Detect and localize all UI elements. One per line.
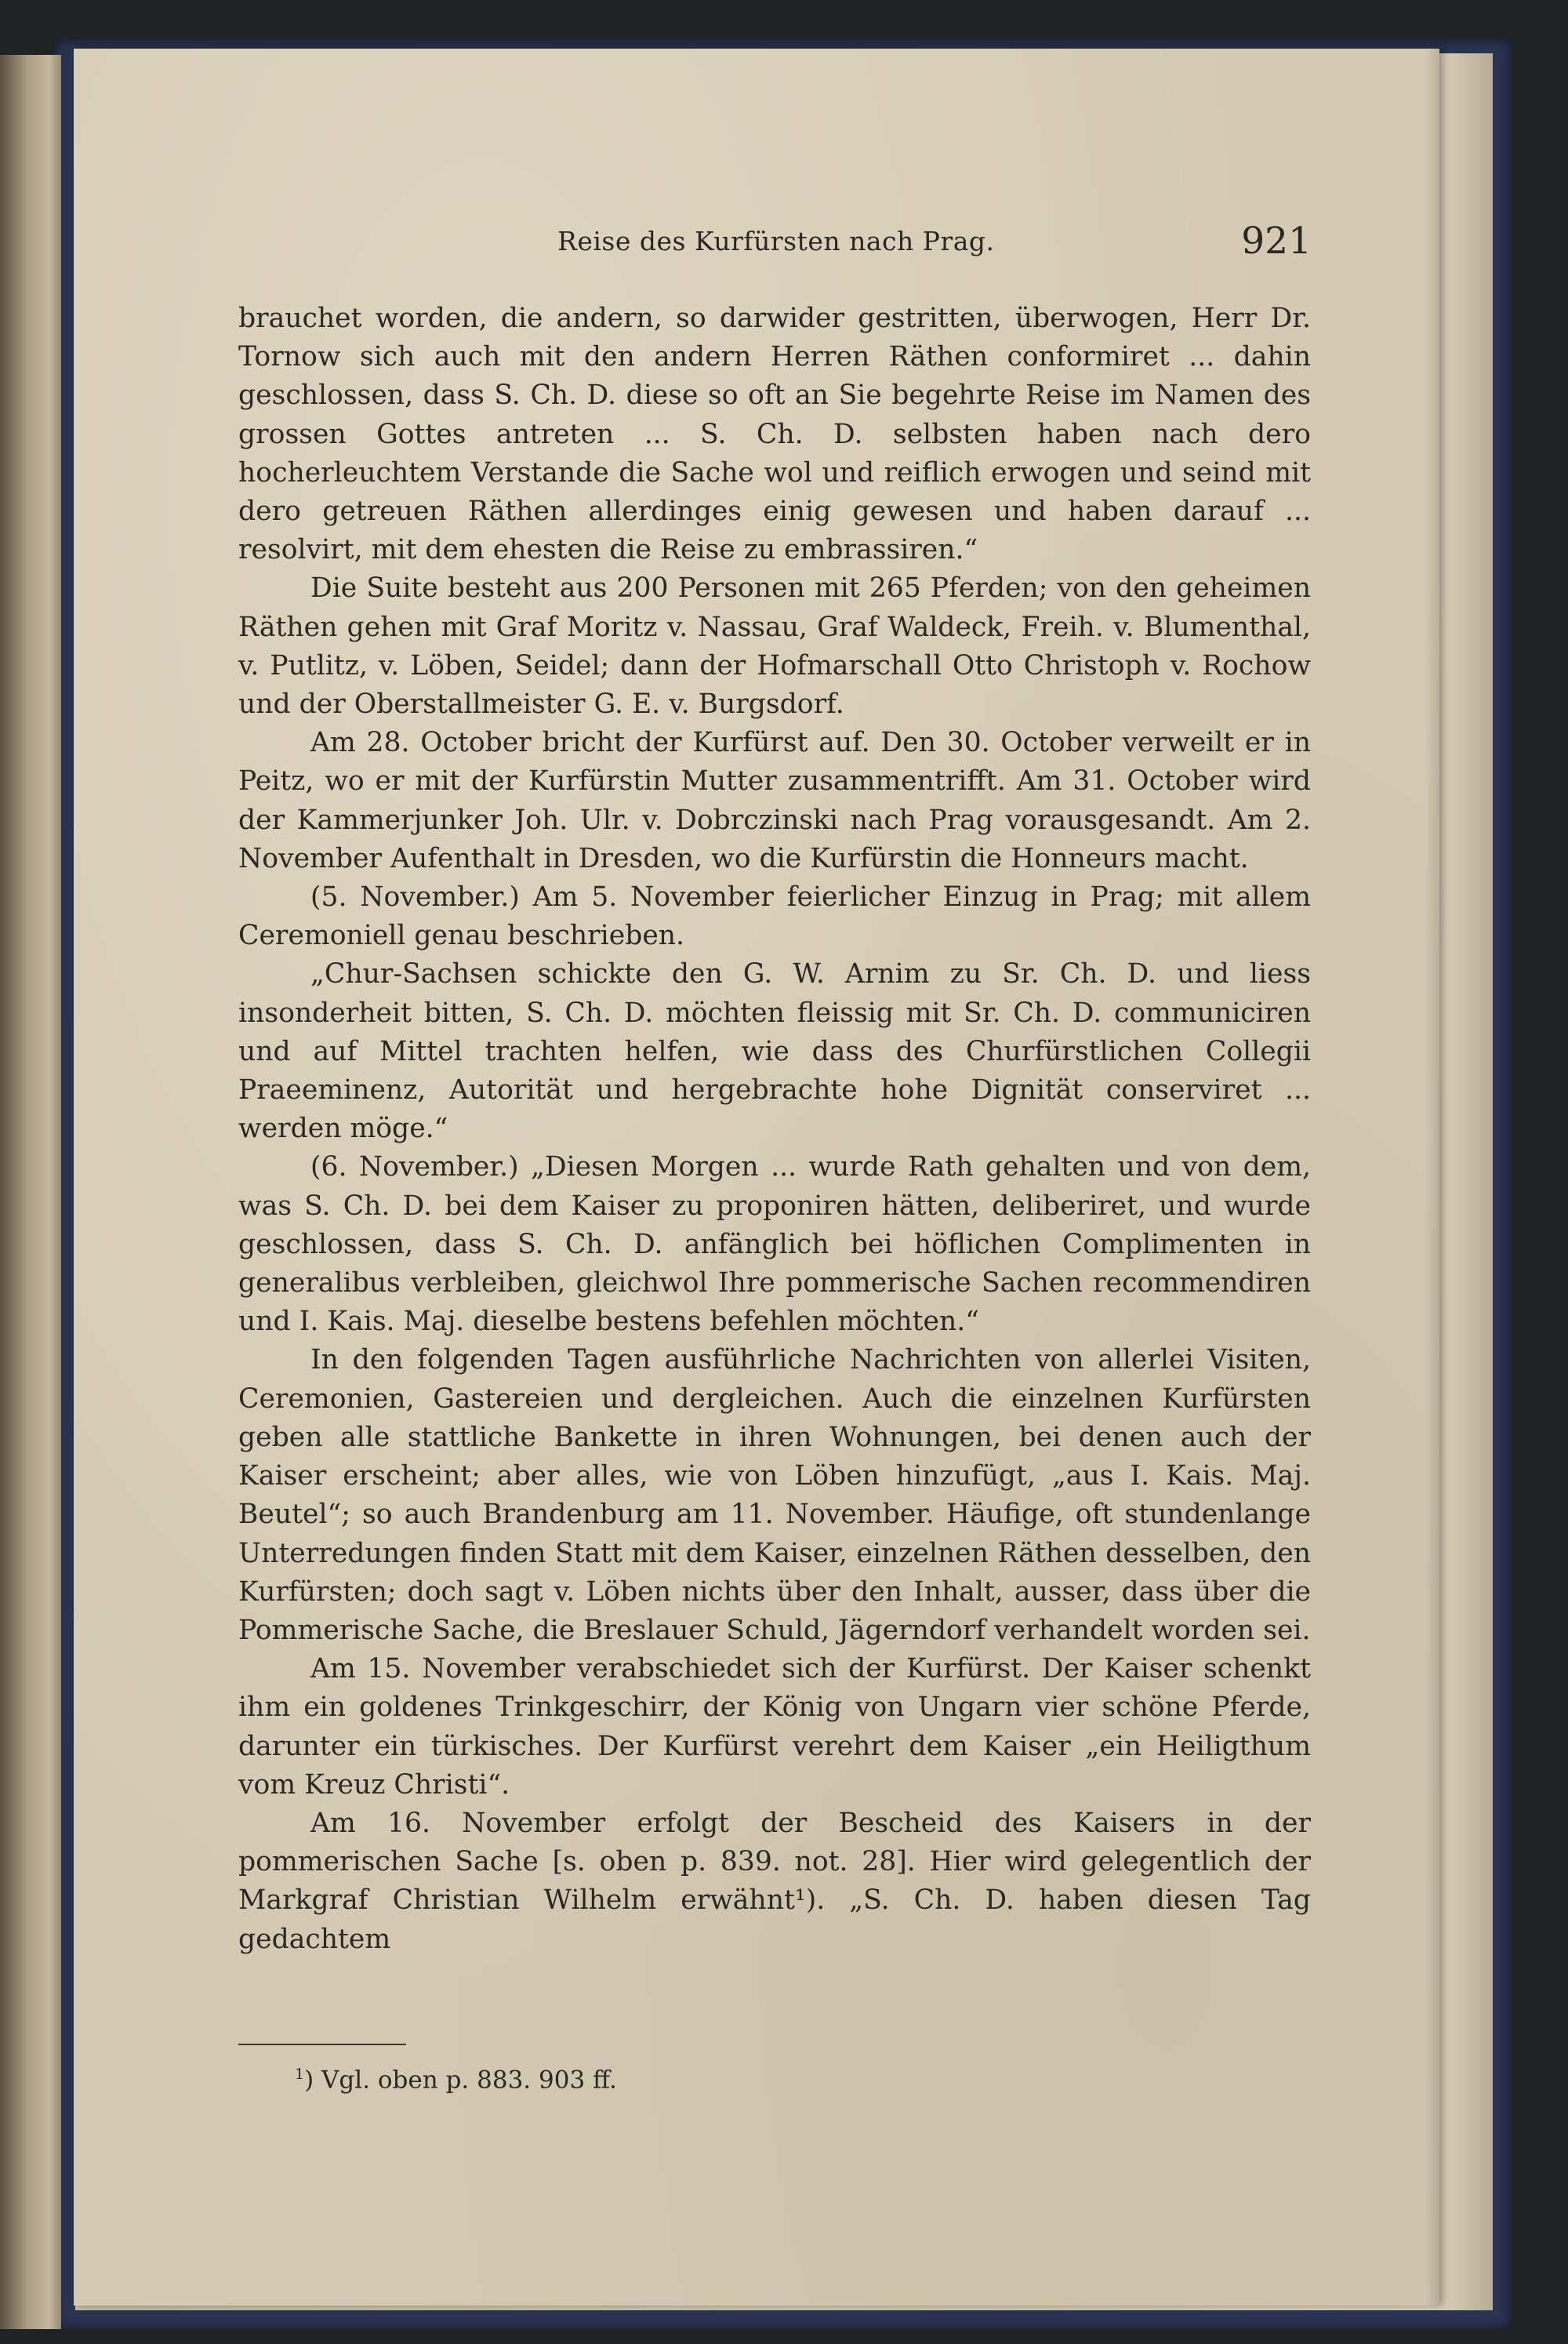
footnote: [295, 2059, 1000, 2095]
running-title: Reise des Kurfürsten nach Prag.: [557, 226, 995, 256]
footnote-marker: 1: [295, 2066, 305, 2083]
previous-page-edge: [0, 55, 61, 2329]
footnote-rule: [238, 2044, 406, 2045]
paragraph: Am 15. November verabschiedet sich der Kurfürst. Der Kaiser schenkt ihm ein goldenes Trinkgeschirr, der König von Ungarn vier schöne Pferde, darunter ein türkisches. Der Kurfürst verehrt dem Kaiser „ein Heiligthum vom Kreuz Christi“.: [238, 1653, 1311, 1801]
body-text: [238, 300, 1311, 1959]
paragraph: Am 16. November erfolgt der Bescheid des Kaisers in der pommerischen Sache [s. oben p. 839. not. 28]. Hier wird gelegentlich der Markgraf Christian Wilhelm erwähnt¹). „S. Ch. D. haben diesen Tag gedachtem: [238, 1807, 1311, 1955]
paragraph: brauchet worden, die andern, so darwider gestritten, überwogen, Herr Dr. Tornow sich auch mit den andern Herren Räthen conformiret ... dahin geschlossen, dass S. Ch. D. diese so oft an Sie begehrte Reise im Namen des grossen Gottes antreten ... S. Ch. D. selbsten haben nach dero hocherleuchtem Verstande die Sache wol und reiflich erwogen und seind mit dero getreuen Räthen allerdinges einig gewesen und haben darauf ... resolvirt, mit dem ehesten die Reise zu embrassiren.“: [238, 303, 1311, 566]
paragraph: In den folgenden Tagen ausführliche Nachrichten von allerlei Visiten, Ceremonien, Gastereien und dergleichen. Auch die einzelnen Kurfürsten geben alle stattliche Bankette in ihren Wohnungen, bei denen auch der Kaiser erscheint; aber alles, wie von Löben hinzufügt, „aus I. Kais. Maj. Beutel“; so auch Brandenburg am 11. November. Häufige, oft stundenlange Unterredungen finden Statt mit dem Kaiser, einzelnen Räthen desselben, den Kurfürsten; doch sagt v. Löben nichts über den Inhalt, ausser, dass über die Pommerische Sache, die Breslauer Schuld, Jägerndorf verhandelt worden sei.: [238, 1344, 1311, 1646]
paragraph: Am 28. October bricht der Kurfürst auf. Den 30. October verweilt er in Peitz, wo er mit der Kurfürstin Mutter zusammentrifft. Am 31. October wird der Kammerjunker Joh. Ulr. v. Dobrczinski nach Prag vorausgesandt. Am 2. November Aufenthalt in Dresden, wo die Kurfürstin die Honneurs macht.: [238, 727, 1311, 874]
paragraph: Die Suite besteht aus 200 Personen mit 265 Pferden; von den geheimen Räthen gehen mit Graf Moritz v. Nassau, Graf Waldeck, Freih. v. Blumenthal, v. Putlitz, v. Löben, Seidel; dann der Hofmarschall Otto Christoph v. Rochow und der Oberstallmeister G. E. v. Burgsdorf.: [238, 572, 1311, 721]
book-page: [74, 49, 1439, 2306]
paragraph: (5. November.) Am 5. November feierlicher Einzug in Prag; mit allem Ceremoniell genau beschrieben.: [238, 881, 1311, 952]
paragraph: „Chur-Sachsen schickte den G. W. Arnim zu Sr. Ch. D. und liess insonderheit bitten, S. Ch. D. möchten fleissig mit Sr. Ch. D. communiciren und auf Mittel trachten helfen, wie dass des Churfürstlichen Collegii Praeeminenz, Autorität und hergebrachte hohe Dignität conserviret ... werden möge.“: [238, 958, 1311, 1145]
page-header: [557, 220, 1312, 267]
page-number: 921: [1241, 220, 1312, 263]
footnote-text: ) Vgl. oben p. 883. 903 ff.: [304, 2066, 617, 2095]
paragraph: (6. November.) „Diesen Morgen ... wurde Rath gehalten und von dem, was S. Ch. D. bei dem Kaiser zu proponiren hätten, deliberiret, und wurde geschlossen, dass S. Ch. D. anfänglich bei höflichen Complimenten in generalibus verbleiben, gleichwol Ihre pommerische Sachen recommendiren und I. Kais. Maj. dieselbe bestens befehlen möchten.“: [238, 1151, 1311, 1338]
